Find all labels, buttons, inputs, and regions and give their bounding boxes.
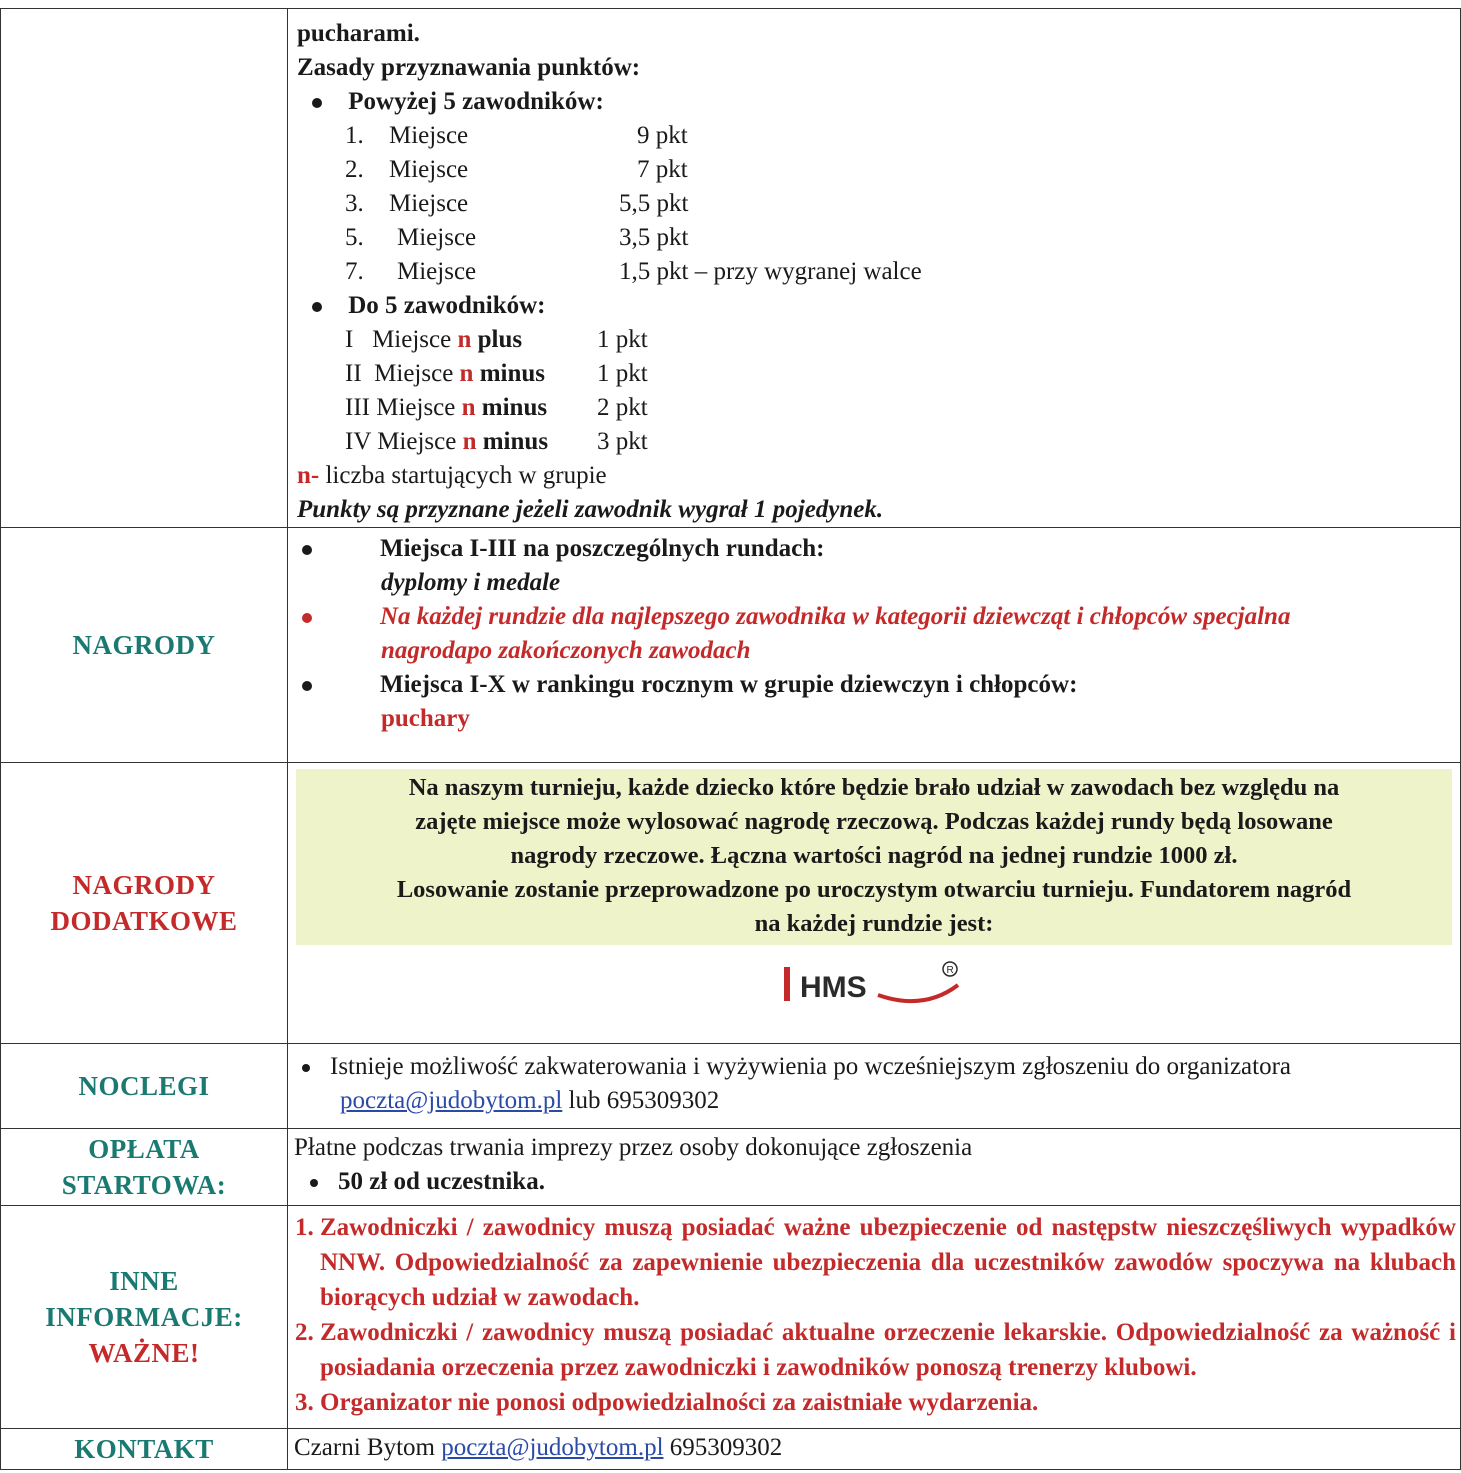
dodatkowe-row <box>1 763 1461 1044</box>
kontakt-text: Czarni Bytom poczta@judobytom.pl 695309302 <box>294 1434 783 1461</box>
noclegi-email-link[interactable]: poczta@judobytom.pl <box>340 1087 563 1114</box>
group-b-list <box>297 323 1460 459</box>
oplata-row <box>1 1129 1461 1206</box>
oplata-label: OPŁATA STARTOWA: <box>1 1129 288 1206</box>
rules-line1: pucharami. <box>297 20 420 47</box>
n-definition: n- liczba startujących w grupie <box>297 462 607 489</box>
info-table <box>0 8 1461 1470</box>
inne-list <box>288 1210 1456 1420</box>
group-a-row: 1. Miejsce 9 pkt <box>345 122 688 149</box>
rules-row <box>1 9 1461 528</box>
group-a-row: 2. Miejsce 7 pkt <box>345 156 688 183</box>
red-bullet-icon <box>302 613 312 623</box>
nagrody-item2: Na każdej rundzie dla najlepszego zawodnika w kategorii dziewcząt i chłopców specjalna <box>302 600 1460 634</box>
group-a-row: 5. Miejsce 3,5 pkt <box>345 224 689 251</box>
nagrody-item1-sub: dyplomy i medale <box>381 569 561 596</box>
group-b-title: Do 5 zawodników: <box>297 289 1460 323</box>
bullet-icon <box>312 98 322 108</box>
inne-item: 1. Zawodniczki / zawodnicy muszą posiadać ważne ubezpieczenie od następstw nieszczęśliwych wypadków NNW. Odpowiedzialność za zapewnienie ubezpieczenia dla uczestników zawodów spoczywa na klubach biorących udział w zawodach. <box>320 1210 1456 1315</box>
group-b-row: II Miejsce n minus 1 pkt <box>345 360 648 387</box>
oplata-fee: 50 zł od uczestnika. <box>294 1165 1460 1199</box>
nagrody-item1: Miejsca I-III na poszczególnych rundach: <box>302 532 1460 566</box>
group-a-list <box>297 119 1460 289</box>
nagrody-label: NAGRODY <box>1 528 288 763</box>
oplata-text: Płatne podczas trwania imprezy przez osoby dokonujące zgłoszenia <box>294 1134 973 1161</box>
hms-logo <box>288 955 1460 1018</box>
group-a-row: 3. Miejsce 5,5 pkt <box>345 190 689 217</box>
nagrody-cell <box>288 528 1461 763</box>
rules-heading: Zasady przyznawania punktów: <box>297 54 641 81</box>
hms-logo-icon <box>774 955 974 1013</box>
rules-cell <box>288 9 1461 528</box>
svg-text:R: R <box>946 965 954 976</box>
inne-cell <box>288 1206 1461 1429</box>
bullet-icon <box>312 302 322 312</box>
kontakt-email-link[interactable]: poczta@judobytom.pl <box>441 1434 664 1461</box>
lottery-box: Na naszym turnieju, każde dziecko które będzie brało udział w zawodach bez względu na zajęte miejsce może wylosować nagrodę rzeczową. Podczas każdej rundy będą losowane nagrody rzeczowe. Łączna wartości nagród na jednej rundzie 1000 zł. Losowanie zostanie przeprowadzone po uroczystym otwarciu turnieju. Fundatorem nagród na każdej rundzie jest: <box>296 769 1452 945</box>
noclegi-text: Istnieje możliwość zakwaterowania i wyżywienia po wcześniejszym zgłoszeniu do organizatora <box>302 1050 1460 1084</box>
kontakt-label: KONTAKT <box>1 1429 288 1470</box>
noclegi-row <box>1 1044 1461 1129</box>
inne-item: 2. Zawodniczki / zawodnicy muszą posiadać aktualne orzeczenie lekarskie. Odpowiedzialność za ważność i posiadania orzeczenia przez zawodniczki i zawodników ponoszą trenerzy klubowi. <box>320 1315 1456 1385</box>
nagrody-row <box>1 528 1461 763</box>
dodatkowe-label: NAGRODY DODATKOWE <box>1 763 288 1044</box>
oplata-cell <box>288 1129 1461 1206</box>
group-a-title: Powyżej 5 zawodników: <box>297 85 1460 119</box>
group-b-row: I Miejsce n plus 1 pkt <box>345 326 648 353</box>
dodatkowe-cell <box>288 763 1461 1044</box>
inne-item: 3. Organizator nie ponosi odpowiedzialności za zaistniałe wydarzenia. <box>320 1385 1456 1420</box>
noclegi-label: NOCLEGI <box>1 1044 288 1129</box>
rules-label-cell <box>1 9 288 528</box>
noclegi-contact: poczta@judobytom.pl lub 695309302 <box>340 1087 720 1114</box>
group-a-row: 7. Miejsce 1,5 pkt – przy wygranej walce <box>345 258 922 285</box>
group-b-row: IV Miejsce n minus 3 pkt <box>345 428 648 455</box>
noclegi-cell <box>288 1044 1461 1129</box>
rules-note: Punkty są przyznane jeżeli zawodnik wygrał 1 pojedynek. <box>297 496 884 523</box>
group-b-row: III Miejsce n minus 2 pkt <box>345 394 648 421</box>
nagrody-item3: Miejsca I-X w rankingu rocznym w grupie dziewczyn i chłopców: <box>302 668 1460 702</box>
nagrody-item2-line2: nagrodapo zakończonych zawodach <box>381 637 751 664</box>
inne-label: INNE INFORMACJE: WAŻNE! <box>1 1206 288 1429</box>
nagrody-item3-sub: puchary <box>381 705 470 732</box>
kontakt-row <box>1 1429 1461 1470</box>
kontakt-cell <box>288 1429 1461 1470</box>
inne-row <box>1 1206 1461 1429</box>
hms-logo-text: HMS <box>800 971 867 1004</box>
